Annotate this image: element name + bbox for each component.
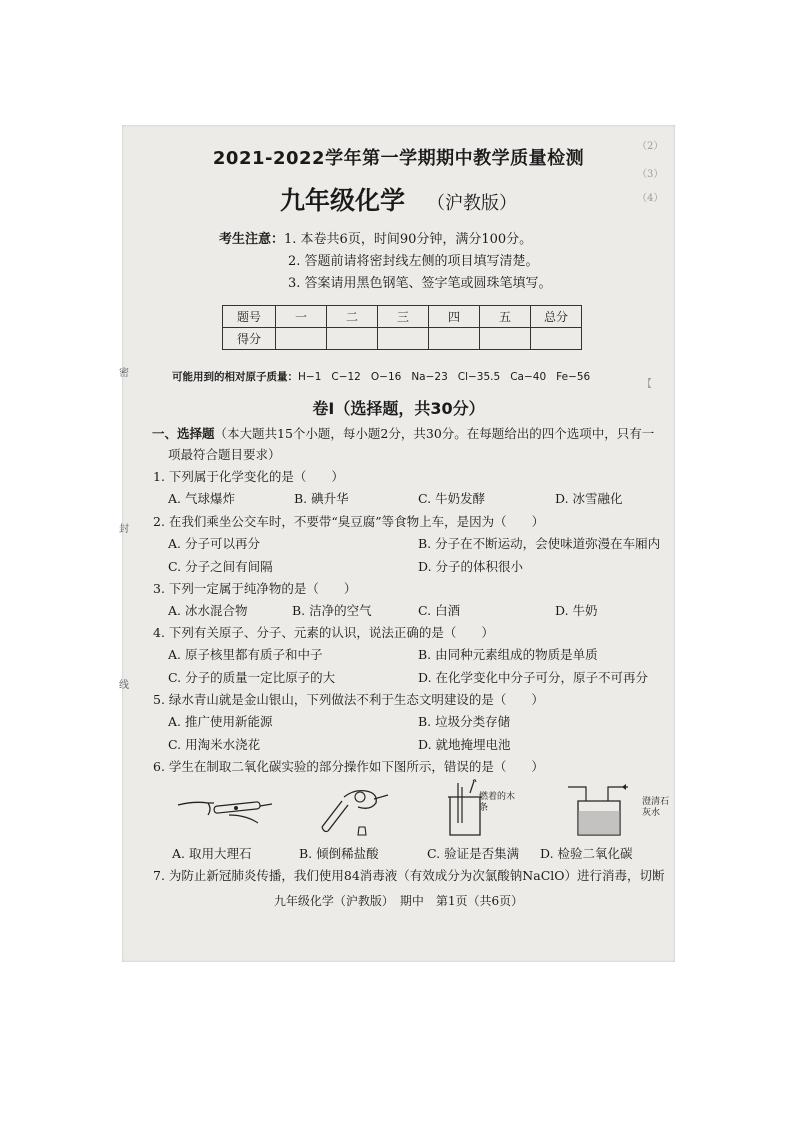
notice-item-3: 3. 答案请用黑色钢笔、签字笔或圆珠笔填写。 bbox=[288, 276, 552, 291]
score-cell[interactable] bbox=[378, 328, 429, 350]
score-header-cell: 一 bbox=[276, 306, 327, 328]
question-1-stem: 1. 下列属于化学变化的是（ ） bbox=[153, 469, 344, 484]
q5-option-a[interactable]: A. 推广使用新能源 bbox=[168, 714, 273, 729]
score-table-score-row bbox=[223, 328, 582, 350]
atomic-mass: O−16 bbox=[370, 371, 402, 383]
question-5-stem: 5. 绿水青山就是金山银山，下列做法不利于生态文明建设的是（ ） bbox=[153, 692, 544, 707]
question-6-stem: 6. 学生在制取二氧化碳实验的部分操作如下图所示，错误的是（ ） bbox=[153, 759, 544, 774]
q4-option-b[interactable]: B. 由同种元素组成的物质是单质 bbox=[418, 647, 598, 662]
section-desc-1: （本大题共15个小题，每小题2分，共30分。在每题给出的四个选项中，只有一 bbox=[214, 426, 655, 441]
bleed-through: （4） bbox=[637, 193, 664, 204]
question-7-stem: 7. 为防止新冠肺炎传播，我们使用84消毒液（有效成分为次氯酸钠NaClO）进行消毒，切断 bbox=[153, 868, 665, 883]
burning-stick-label: 燃着的木条 bbox=[479, 792, 516, 813]
atomic-mass: Na−23 bbox=[411, 371, 448, 383]
score-row-label: 得分 bbox=[223, 328, 276, 350]
subject-name: 九年级化学 bbox=[279, 186, 405, 215]
score-cell[interactable] bbox=[480, 328, 531, 350]
notice-label: 考生注意： bbox=[219, 232, 285, 247]
q2-option-b[interactable]: B. 分子在不断运动，会使味道弥漫在车厢内 bbox=[418, 536, 661, 551]
bleed-through: （2） bbox=[637, 141, 664, 152]
exam-paper bbox=[122, 125, 675, 962]
atomic-masses-label: 可能用到的相对原子质量： bbox=[172, 371, 298, 383]
pour-acid-figure bbox=[314, 779, 394, 839]
part-title: 卷Ⅰ（选择题，共30分） bbox=[312, 399, 485, 418]
q6-option-b[interactable]: B. 倾倒稀盐酸 bbox=[299, 846, 379, 861]
score-header-cell: 三 bbox=[378, 306, 429, 328]
q2-option-d[interactable]: D. 分子的体积很小 bbox=[418, 559, 524, 574]
edition-label: （沪教版） bbox=[427, 193, 517, 214]
score-cell[interactable] bbox=[327, 328, 378, 350]
notice-text-1: 1. 本卷共6页，时间90分钟，满分100分。 bbox=[284, 232, 533, 247]
q3-option-d[interactable]: D. 牛奶 bbox=[555, 603, 598, 618]
limewater-label: 澄清石灰水 bbox=[642, 797, 670, 818]
score-header-cell: 四 bbox=[429, 306, 480, 328]
notice-item-1 bbox=[219, 228, 532, 247]
q4-option-a[interactable]: A. 原子核里都有质子和中子 bbox=[168, 647, 323, 662]
q6-option-a[interactable]: A. 取用大理石 bbox=[172, 846, 252, 861]
q6-option-c[interactable]: C. 验证是否集满 bbox=[427, 846, 520, 861]
notice-item-2: 2. 答题前请将密封线左侧的项目填写清楚。 bbox=[288, 254, 539, 269]
score-header-cell: 题号 bbox=[223, 306, 276, 328]
atomic-mass: H−1 bbox=[298, 371, 322, 383]
score-table bbox=[222, 305, 582, 350]
score-header-cell: 五 bbox=[480, 306, 531, 328]
margin-mark: 线 bbox=[119, 680, 129, 691]
atomic-masses bbox=[172, 369, 590, 384]
question-2-stem: 2. 在我们乘坐公交车时，不要带“臭豆腐”等食物上车，是因为（ ） bbox=[153, 514, 545, 529]
q3-option-c[interactable]: C. 白酒 bbox=[418, 603, 461, 618]
section-label: 一、选择题 bbox=[152, 426, 215, 441]
limewater-figure bbox=[566, 777, 632, 839]
score-cell[interactable] bbox=[531, 328, 582, 350]
q4-option-d[interactable]: D. 在化学变化中分子可分，原子不可再分 bbox=[418, 670, 649, 685]
q2-option-c[interactable]: C. 分子之间有间隔 bbox=[168, 559, 273, 574]
score-header-cell: 二 bbox=[327, 306, 378, 328]
section-heading bbox=[152, 424, 654, 442]
q1-option-c[interactable]: C. 牛奶发酵 bbox=[418, 491, 486, 506]
question-3-stem: 3. 下列一定属于纯净物的是（ ） bbox=[153, 581, 357, 596]
q4-option-c[interactable]: C. 分子的质量一定比原子的大 bbox=[168, 670, 336, 685]
q5-option-d[interactable]: D. 就地掩埋电池 bbox=[418, 737, 511, 752]
q1-option-b[interactable]: B. 碘升华 bbox=[294, 491, 349, 506]
q1-option-d[interactable]: D. 冰雪融化 bbox=[555, 491, 623, 506]
atomic-mass: Ca−40 bbox=[510, 371, 547, 383]
exam-title: 2021-2022学年第一学期期中教学质量检测 bbox=[212, 148, 585, 169]
atomic-mass: Fe−56 bbox=[556, 371, 591, 383]
score-header-cell: 总分 bbox=[531, 306, 582, 328]
q5-option-c[interactable]: C. 用淘米水浇花 bbox=[168, 737, 261, 752]
bleed-through: 【 bbox=[642, 379, 652, 390]
score-cell[interactable] bbox=[429, 328, 480, 350]
score-cell[interactable] bbox=[276, 328, 327, 350]
q6-option-d[interactable]: D. 检验二氧化碳 bbox=[540, 846, 633, 861]
q1-option-a[interactable]: A. 气球爆炸 bbox=[168, 491, 235, 506]
q3-option-b[interactable]: B. 洁净的空气 bbox=[292, 603, 372, 618]
atomic-mass: Cl−35.5 bbox=[457, 371, 501, 383]
section-desc-2: 项最符合题目要求） bbox=[168, 447, 281, 462]
score-table-header-row bbox=[223, 306, 582, 328]
bleed-through: （3） bbox=[637, 169, 664, 180]
q3-option-a[interactable]: A. 冰水混合物 bbox=[168, 603, 248, 618]
q2-option-a[interactable]: A. 分子可以再分 bbox=[168, 536, 260, 551]
margin-mark: 密 bbox=[119, 368, 129, 379]
question-4-stem: 4. 下列有关原子、分子、元素的认识，说法正确的是（ ） bbox=[153, 625, 494, 640]
marble-tweezers-figure bbox=[174, 789, 274, 831]
q5-option-b[interactable]: B. 垃圾分类存储 bbox=[418, 714, 511, 729]
exam-subject bbox=[122, 181, 675, 217]
atomic-mass: C−12 bbox=[331, 371, 361, 383]
margin-mark: 封 bbox=[119, 524, 129, 535]
page-footer: 九年级化学（沪教版） 期中 第1页（共6页） bbox=[273, 894, 524, 908]
